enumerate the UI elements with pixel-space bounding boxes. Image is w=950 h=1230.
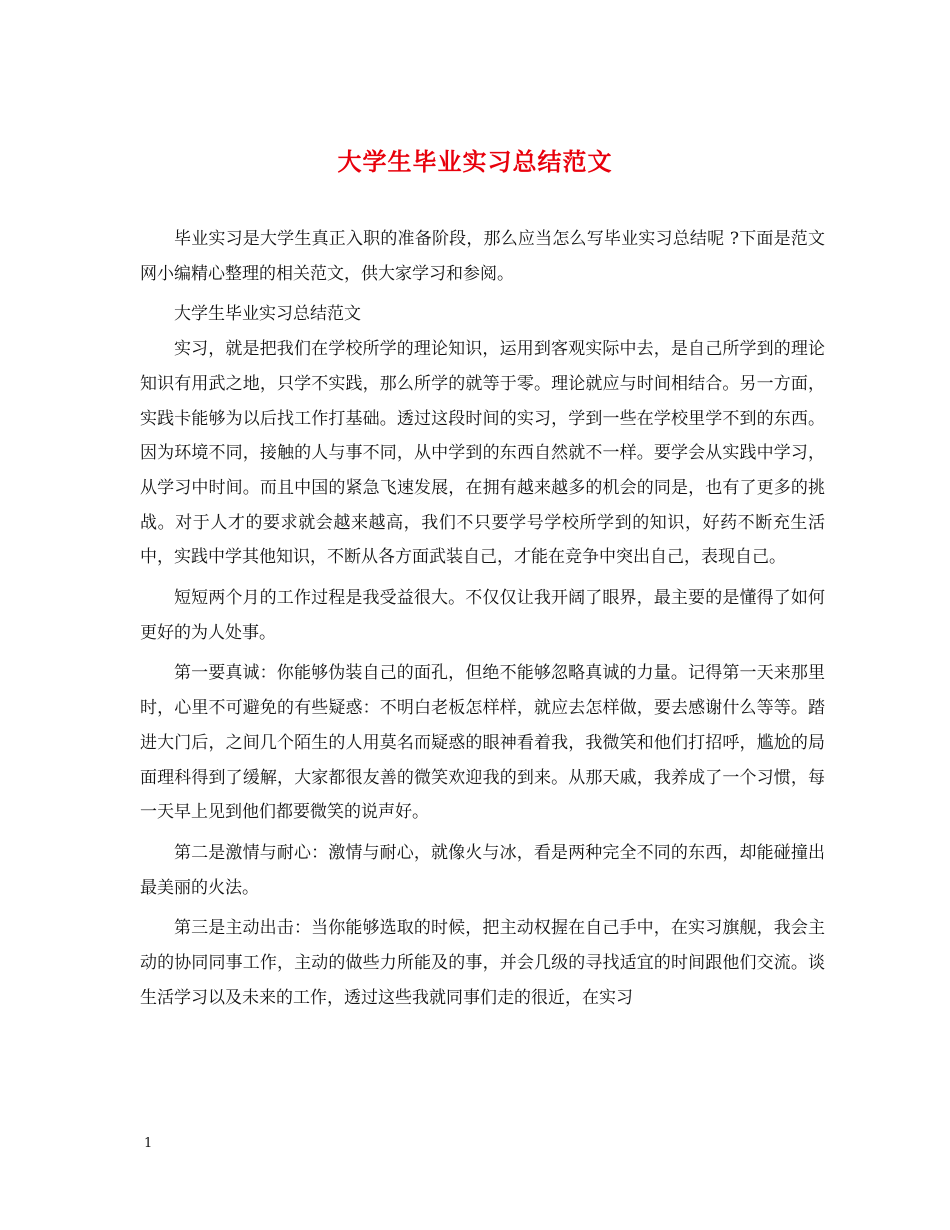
intro-paragraph: 毕业实习是大学生真正入职的准备阶段，那么应当怎么写毕业实习总结呢 ?下面是范文网小编精心整理的相关范文，供大家学习和参阅。 (140, 229, 825, 284)
body-paragraph: 短短两个月的工作过程是我受益很大。不仅仅让我开阔了眼界，最主要的是懂得了如何更好的为人处事。 (140, 588, 825, 643)
document-body (140, 222, 825, 1021)
body-paragraph: 实习，就是把我们在学校所学的理论知识，运用到客观实际中去，是自己所学到的理论知识有用武之地，只学不实践，那么所学的就等于零。理论就应与时间相结合。另一方面，实践卡能够为以后找工作打基础。透过这段时间的实习，学到一些在学校里学不到的东西。因为环境不同，接触的人与事不同，从中学到的东西自然就不一样。要学会从实践中学习，从学习中时间。而且中国的紧急飞速发展，在拥有越来越多的机会的同是，也有了更多的挑战。对于人才的要求就会越来越高，我们不只要学号学校所学到的知识，好药不断充生活中，实践中学其他知识，不断从各方面武装自己，才能在竞争中突出自己，表现自己。 (140, 339, 825, 568)
section-heading: 大学生毕业实习总结范文 (174, 304, 361, 325)
body-paragraph: 第三是主动出击：当你能够选取的时候，把主动权握在自己手中，在实习旗舰，我会主动的协同同事工作，主动的做些力所能及的事，并会几级的寻找适宜的时间跟他们交流。谈生活学习以及未来的工作，透过这些我就同事们走的很近，在实习 (140, 918, 825, 1008)
page-number: 1 (144, 1136, 153, 1151)
document-title: 大学生毕业实习总结范文 (337, 147, 613, 176)
body-paragraph: 第一要真诚：你能够伪装自己的面孔，但绝不能够忽略真诚的力量。记得第一天来那里时，心里不可避免的有些疑惑：不明白老板怎样样，就应去怎样做，要去感谢什么等等。踏进大门后，之间几个陌生的人用莫名而疑惑的眼神看着我，我微笑和他们打招呼，尴尬的局面理科得到了缓解，大家都很友善的微笑欢迎我的到来。从那天戚，我养成了一个习惯，每一天早上见到他们都要微笑的说声好。 (140, 663, 825, 823)
body-paragraph: 第二是激情与耐心：激情与耐心，就像火与冰，看是两种完全不同的东西，却能碰撞出最美丽的火法。 (140, 842, 825, 898)
